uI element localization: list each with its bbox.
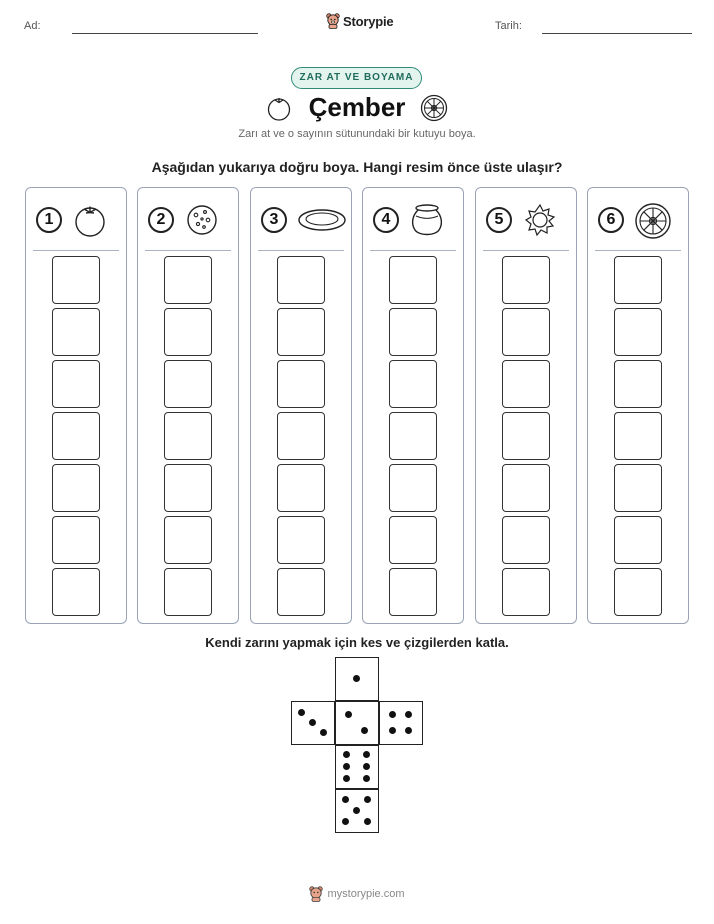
die-pip — [364, 818, 371, 825]
cut-instruction: Kendi zarını yapmak için kes ve çizgilerden katla. — [205, 635, 509, 650]
coloring-box — [614, 516, 662, 564]
column-number: 5 — [486, 207, 512, 233]
coloring-box — [502, 308, 550, 356]
coloring-box — [277, 516, 325, 564]
column-divider — [258, 250, 344, 251]
name-line — [72, 33, 258, 34]
coloring-box — [389, 308, 437, 356]
column-header — [588, 188, 688, 250]
coloring-box — [614, 308, 662, 356]
die-pip — [298, 709, 305, 716]
coloring-box — [389, 516, 437, 564]
die-pip — [361, 727, 368, 734]
column-5 — [475, 187, 577, 624]
wheel-icon — [420, 94, 448, 122]
plate-icon — [297, 202, 347, 238]
coloring-box — [277, 464, 325, 512]
brand-logo — [326, 13, 393, 29]
coloring-box — [389, 412, 437, 460]
die-face-4 — [379, 701, 423, 745]
die-face-1 — [335, 657, 379, 701]
die-pip — [405, 711, 412, 718]
bear-logo-icon — [309, 886, 323, 902]
column-header — [138, 188, 238, 250]
coloring-box — [502, 568, 550, 616]
coloring-box — [277, 256, 325, 304]
die-face-2 — [335, 701, 379, 745]
column-number: 1 — [36, 207, 62, 233]
coloring-box — [614, 360, 662, 408]
coloring-box — [502, 516, 550, 564]
column-divider — [370, 250, 456, 251]
coloring-box — [614, 464, 662, 512]
coloring-box — [164, 360, 212, 408]
die-pip — [345, 711, 352, 718]
column-1 — [25, 187, 127, 624]
die-face-3 — [291, 701, 335, 745]
coloring-box — [52, 568, 100, 616]
page-title: Çember — [308, 92, 406, 122]
die-pip — [343, 751, 350, 758]
coloring-box — [389, 464, 437, 512]
coloring-box — [502, 256, 550, 304]
coloring-box — [502, 412, 550, 460]
die-face-5 — [335, 789, 379, 833]
column-4 — [362, 187, 464, 624]
tomato-icon — [72, 202, 108, 238]
cookie-icon — [184, 202, 220, 238]
die-pip — [363, 763, 370, 770]
coloring-box — [164, 516, 212, 564]
coloring-box — [164, 308, 212, 356]
footer — [0, 886, 714, 902]
column-number: 4 — [373, 207, 399, 233]
coloring-box — [277, 412, 325, 460]
wheel-icon — [634, 202, 672, 240]
sun-icon — [522, 202, 558, 238]
activity-badge: ZAR AT VE BOYAMA — [291, 67, 422, 89]
footer-url: mystorypie.com — [327, 888, 405, 900]
column-divider — [483, 250, 569, 251]
coloring-box — [52, 412, 100, 460]
bear-logo-icon — [326, 13, 340, 29]
pot-icon — [409, 202, 445, 240]
coloring-box — [277, 308, 325, 356]
name-label: Ad: — [24, 20, 41, 32]
coloring-box — [52, 360, 100, 408]
die-pip — [389, 727, 396, 734]
column-number: 6 — [598, 207, 624, 233]
column-2 — [137, 187, 239, 624]
column-number: 3 — [261, 207, 287, 233]
coloring-box — [502, 360, 550, 408]
column-divider — [595, 250, 681, 251]
column-header — [26, 188, 126, 250]
coloring-box — [614, 412, 662, 460]
column-6 — [587, 187, 689, 624]
die-pip — [353, 675, 360, 682]
date-label: Tarih: — [495, 20, 522, 32]
column-divider — [33, 250, 119, 251]
die-pip — [353, 807, 360, 814]
coloring-box — [389, 360, 437, 408]
die-pip — [342, 796, 349, 803]
column-number: 2 — [148, 207, 174, 233]
coloring-box — [389, 568, 437, 616]
coloring-box — [614, 568, 662, 616]
die-pip — [342, 818, 349, 825]
column-header — [251, 188, 351, 250]
coloring-box — [52, 256, 100, 304]
die-pip — [343, 775, 350, 782]
coloring-box — [164, 568, 212, 616]
die-pip — [363, 775, 370, 782]
coloring-box — [277, 568, 325, 616]
coloring-box — [277, 360, 325, 408]
instruction-text: Aşağıdan yukarıya doğru boya. Hangi resim önce üste ulaşır? — [151, 159, 563, 175]
date-line — [542, 33, 692, 34]
coloring-box — [52, 308, 100, 356]
column-3 — [250, 187, 352, 624]
column-header — [476, 188, 576, 250]
die-pip — [363, 751, 370, 758]
coloring-box — [389, 256, 437, 304]
coloring-box — [502, 464, 550, 512]
coloring-box — [164, 256, 212, 304]
coloring-box — [164, 464, 212, 512]
coloring-box — [614, 256, 662, 304]
column-header — [363, 188, 463, 250]
die-pip — [405, 727, 412, 734]
brand-name: Storypie — [343, 13, 394, 29]
die-pip — [343, 763, 350, 770]
die-pip — [389, 711, 396, 718]
die-pip — [364, 796, 371, 803]
die-face-6 — [335, 745, 379, 789]
subtitle: Zarı at ve o sayının sütunundaki bir kutuyu boya. — [238, 128, 476, 140]
coloring-box — [164, 412, 212, 460]
column-divider — [145, 250, 231, 251]
coloring-box — [52, 516, 100, 564]
die-pip — [320, 729, 327, 736]
coloring-box — [52, 464, 100, 512]
die-pip — [309, 719, 316, 726]
